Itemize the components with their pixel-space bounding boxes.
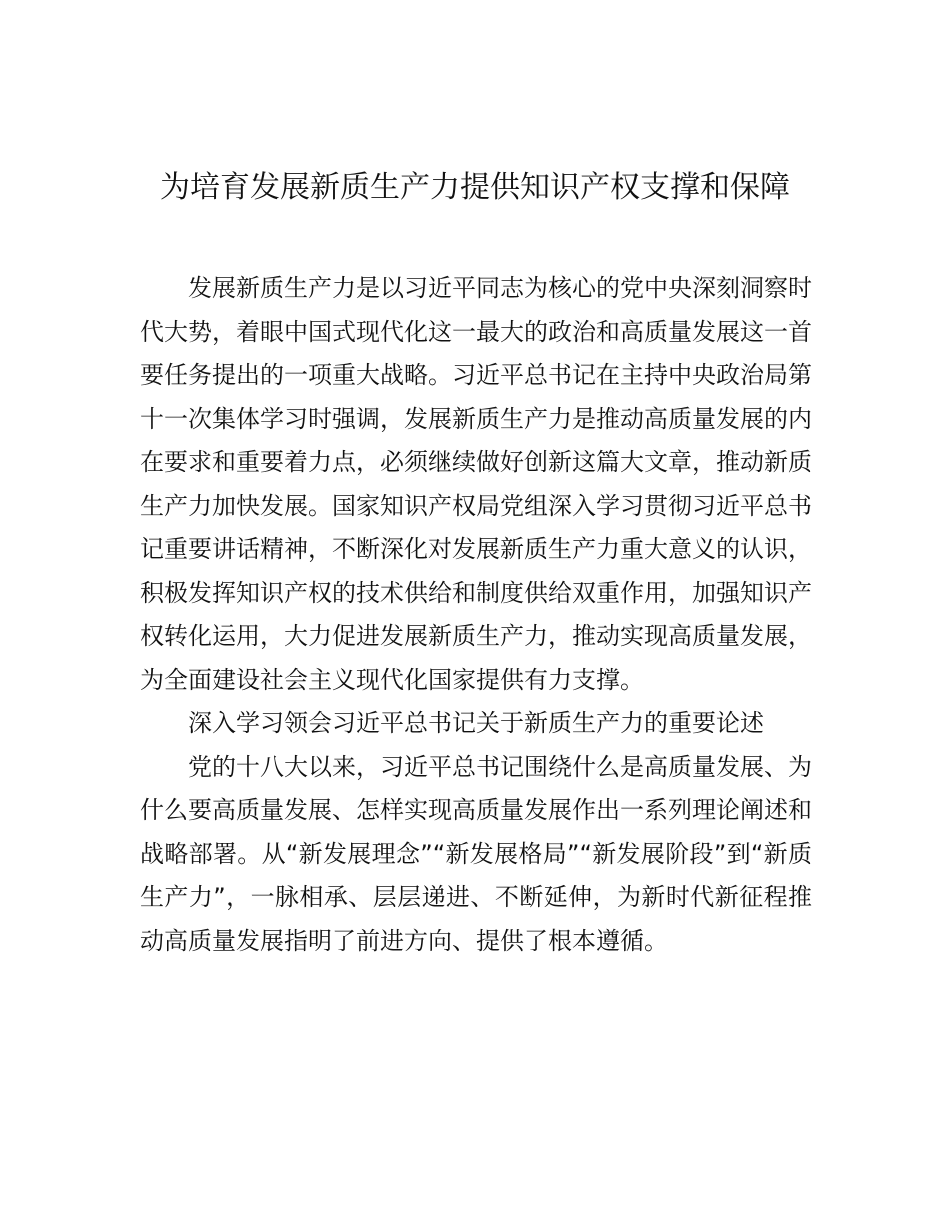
document-body [140, 267, 812, 963]
paragraph-section-1: 党的十八大以来，习近平总书记围绕什么是高质量发展、为什么要高质量发展、怎样实现高质量发展作出一系列理论阐述和战略部署。从“新发展理念”“新发展格局”“新发展阶段”到“新质生产力”，一脉相承、层层递进、不断延伸，为新时代新征程推动高质量发展指明了前进方向、提供了根本遵循。 [140, 752, 812, 955]
document-title: 为培育发展新质生产力提供知识产权支撑和保障 [160, 170, 790, 205]
section-heading: 深入学习领会习近平总书记关于新质生产力的重要论述 [188, 709, 764, 737]
paragraph-intro: 发展新质生产力是以习近平同志为核心的党中央深刻洞察时代大势，着眼中国式现代化这一最大的政治和高质量发展这一首要任务提出的一项重大战略。习近平总书记在主持中央政治局第十一次集体学习时强调，发展新质生产力是推动高质量发展的内在要求和重要着力点，必须继续做好创新这篇大文章，推动新质生产力加快发展。国家知识产权局党组深入学习贯彻习近平总书记重要讲话精神，不断深化对发展新质生产力重大意义的认识，积极发挥知识产权的技术供给和制度供给双重作用，加强知识产权转化运用，大力促进发展新质生产力，推动实现高质量发展，为全面建设社会主义现代化国家提供有力支撑。 [140, 274, 812, 694]
